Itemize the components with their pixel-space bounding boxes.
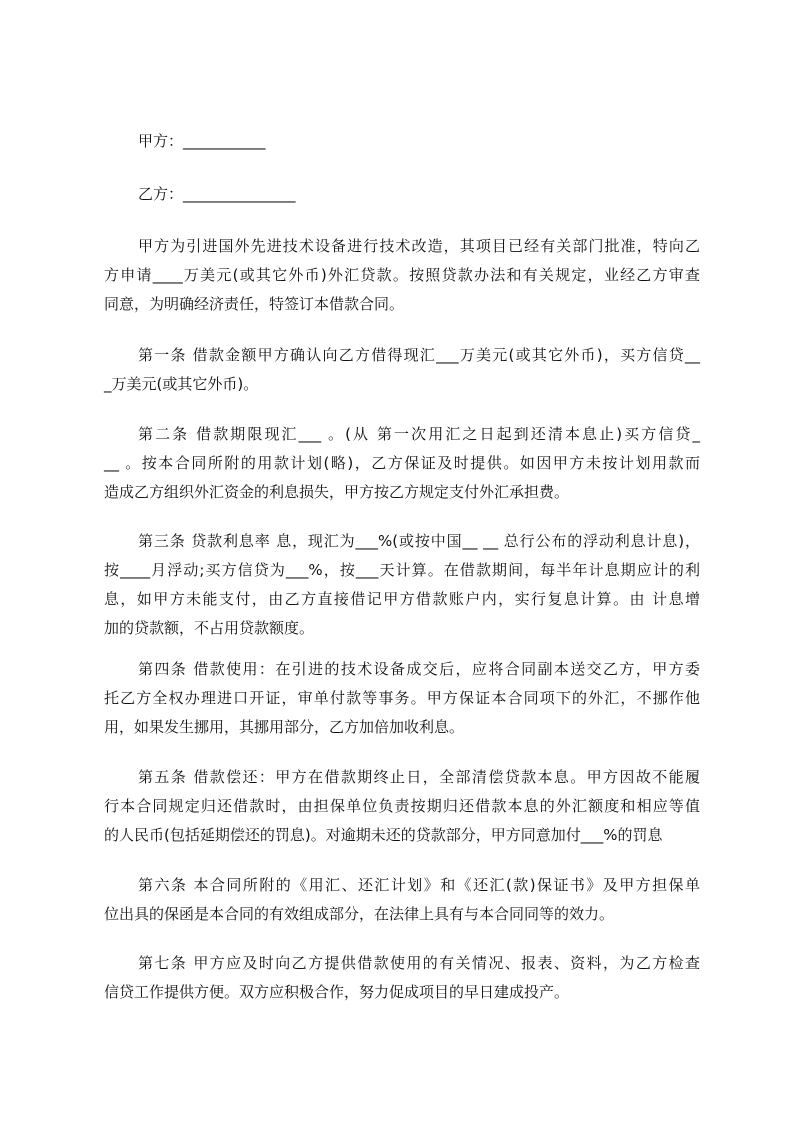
- text-line: _万美元(或其它外币)。: [104, 375, 259, 393]
- article-6-paragraph: [104, 871, 700, 929]
- text-line: 托乙方全权办理进口开证，审单付款等事务。甲方保证本合同项下的外汇，不挪作他: [104, 689, 700, 707]
- text-line: 同意，为明确经济责任，特签订本借款合同。: [104, 295, 405, 313]
- text-line: 第一条 借款金额甲方确认向乙方借得现汇___万美元(或其它外币)，买方信贷__: [138, 346, 700, 364]
- text-line: 第七条 甲方应及时向乙方提供借款使用的有关情况、报表、资料，为乙方检查: [138, 954, 700, 972]
- text-line: 甲方为引进国外先进技术设备进行技术改造，其项目已经有关部门批准，特向乙: [138, 237, 700, 255]
- text-line: 加的贷款额，不占用贷款额度。: [104, 619, 315, 637]
- text-line: 的人民币(包括延期偿还的罚息)。对逾期未还的贷款部分，甲方同意加付___%的罚息: [104, 826, 663, 844]
- text-line: 第六条 本合同所附的《用汇、还汇计划》和《还汇(款)保证书》及甲方担保单: [138, 876, 700, 894]
- text-line: 息，如甲方未能支付，由乙方直接借记甲方借款账户内，实行复息计算。由 计息增: [104, 590, 700, 608]
- text-line: 行本合同规定归还借款时，由担保单位负责按期归还借款本息的外汇额度和相应等值: [104, 797, 700, 815]
- text-line: 位出具的保函是本合同的有效组成部分，在法律上具有与本合同同等的效力。: [104, 905, 615, 923]
- text-line: 方申请____万美元(或其它外币)外汇贷款。按照贷款办法和有关规定，业经乙方审查: [104, 266, 700, 284]
- article-3-paragraph: [104, 527, 700, 643]
- text-line: 第三条 贷款利息率 息，现汇为___%(或按中国__ __ 总行公布的浮动利息计息)，: [138, 532, 700, 550]
- text-line: 第二条 借款期限现汇___ 。(从 第一次用汇之日起到还清本息止)买方信贷_: [138, 425, 700, 443]
- article-1-paragraph: [104, 341, 700, 399]
- article-4-paragraph: [104, 655, 700, 742]
- text-line: 按____月浮动;买方信贷为___%，按___天计算。在借款期间，每半年计息期应计的利: [104, 561, 700, 579]
- text-line: __ 。按本合同所附的用款计划(略)，乙方保证及时提供。如因甲方未按计划用款而: [104, 454, 700, 472]
- article-2-paragraph: [104, 420, 700, 507]
- article-5-paragraph: [104, 763, 700, 850]
- preamble-paragraph: [104, 232, 700, 319]
- text-line: 信贷工作提供方便。双方应积极合作，努力促成项目的早日建成投产。: [104, 983, 570, 1001]
- party-a-line: 甲方：___________: [138, 132, 266, 150]
- text-line: 用，如果发生挪用，其挪用部分，乙方加倍加收利息。: [104, 718, 465, 736]
- text-line: 造成乙方组织外汇资金的利息损失，甲方按乙方规定支付外汇承担费。: [104, 483, 570, 501]
- text-line: 第四条 借款使用：在引进的技术设备成交后，应将合同副本送交乙方，甲方委: [138, 660, 700, 678]
- article-7-paragraph: [104, 949, 700, 1007]
- party-b-line: 乙方：_______________: [138, 185, 296, 203]
- text-line: 第五条 借款偿还：甲方在借款期终止日，全部清偿贷款本息。甲方因故不能履: [138, 768, 700, 786]
